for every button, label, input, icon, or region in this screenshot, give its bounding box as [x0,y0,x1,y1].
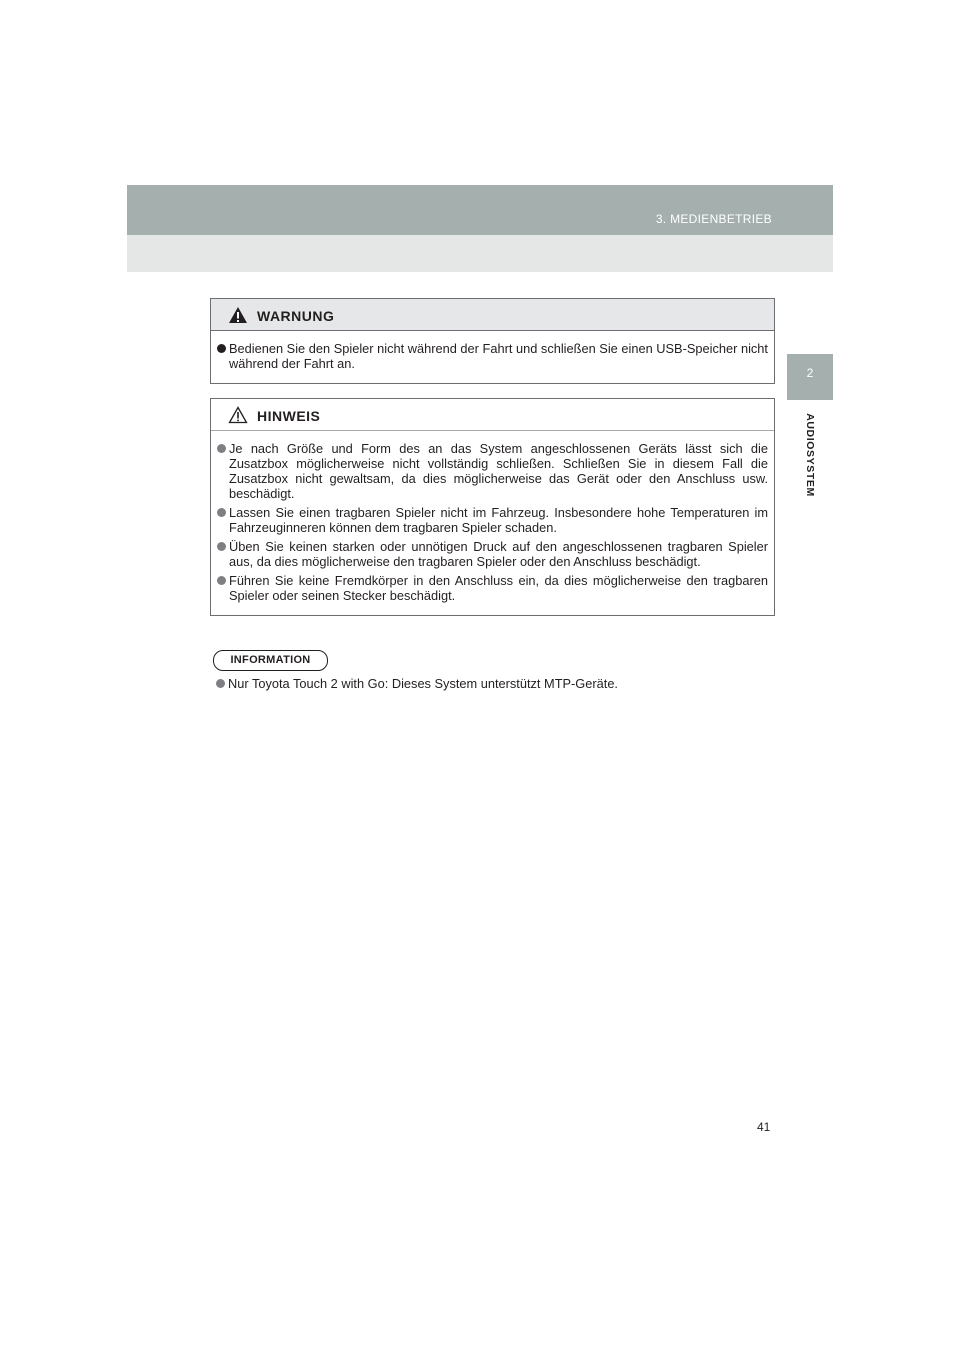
chapter-tab [787,354,833,400]
notice-header [211,399,774,431]
chapter-number: 2 [806,366,814,380]
chapter-label: AUDIOSYSTEM [804,413,816,497]
list-item: Lassen Sie einen tragbaren Spieler nicht im Fahrzeug. Insbesondere hohe Temperaturen im Fahrzeuginneren können dem tragbaren Spieler schaden. [217,505,768,535]
list-item: Führen Sie keine Fremdkörper in den Anschluss ein, da dies möglicherweise den tragbaren Spieler oder seinen Stecker beschädigt. [217,573,768,603]
notice-title: HINWEIS [257,408,321,424]
warning-icon [228,306,248,324]
caution-icon [228,406,248,424]
section-title: 3. MEDIENBETRIEB [655,212,772,226]
list-item: Bedienen Sie den Spieler nicht während der Fahrt und schließen Sie einen USB-Speicher nicht während der Fahrt an. [217,341,768,371]
warning-list [211,331,774,383]
notice-list [211,431,774,615]
warning-title: WARNUNG [257,308,335,324]
page-number: 41 [757,1120,771,1134]
warning-box [210,298,775,384]
information-item: Nur Toyota Touch 2 with Go: Dieses System unterstützt MTP-Geräte. [216,676,618,691]
list-item: Je nach Größe und Form des an das System angeschlossenen Geräts lässt sich die Zusatzbox möglicherweise nicht vollständig schließen. Schließen Sie in diesem Fall die Zusatzbox nicht gewaltsam, da dies möglicherweise das Gerät oder den Anschluss usw. beschädigt. [217,441,768,501]
information-badge: INFORMATION [213,650,328,671]
header-subband [127,235,833,272]
notice-box [210,398,775,616]
list-item: Üben Sie keinen starken oder unnötigen Druck auf den angeschlossenen tragbaren Spieler aus, da dies möglicherweise den tragbaren Spieler oder den Anschluss beschädigt. [217,539,768,569]
warning-header [211,299,774,331]
header-band [127,185,833,235]
